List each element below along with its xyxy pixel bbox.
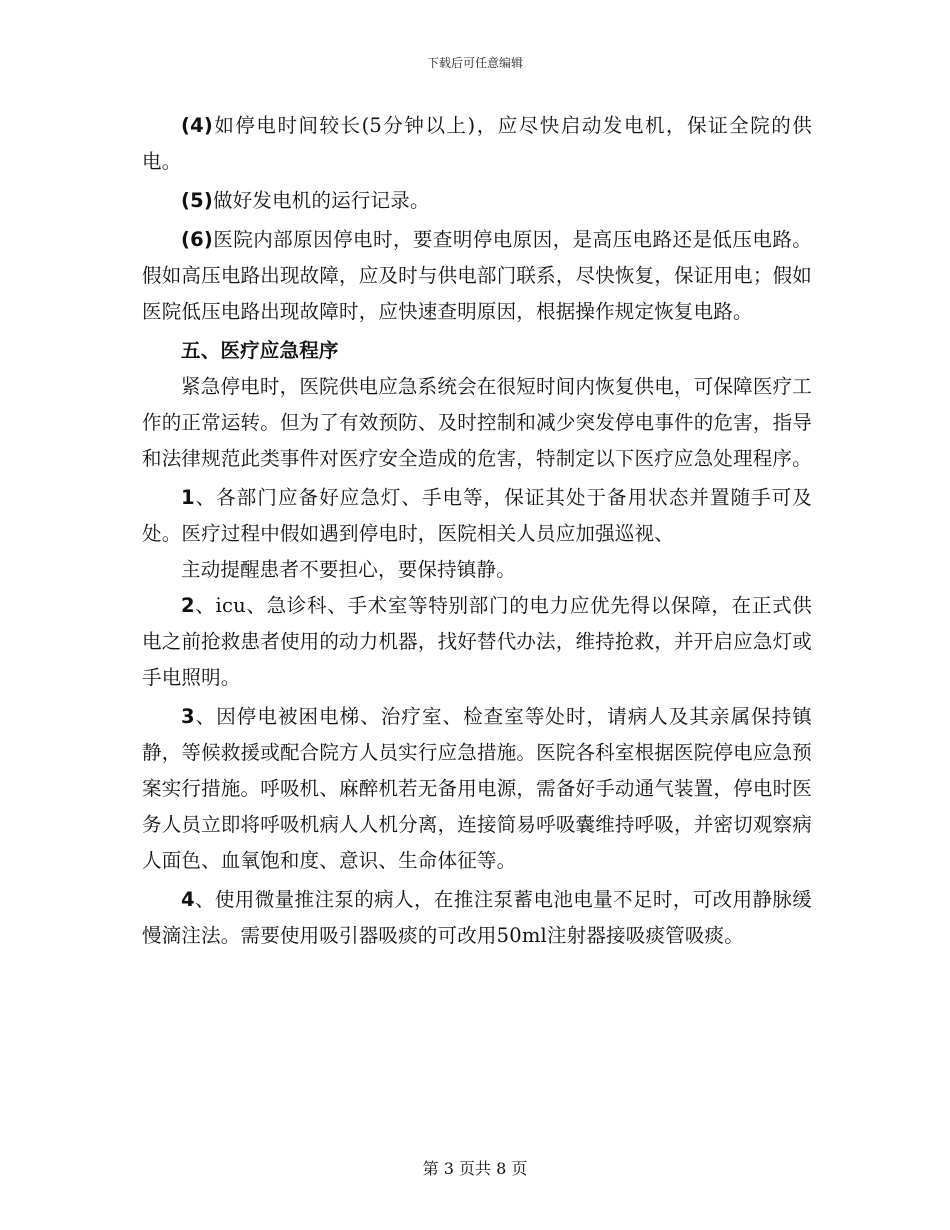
item-number: 2	[181, 594, 195, 617]
item-text: 、各部门应备好应急灯、手电等，保证其处于备用状态并置随手可及处。医疗过程中假如遇到停电时，医院相关人员应加强巡视、	[142, 486, 812, 545]
item-2	[142, 588, 812, 696]
item-1-continuation: 主动提醒患者不要担心，要保持镇静。	[181, 558, 516, 581]
item-number: (6)	[181, 228, 213, 251]
item-number: 3	[181, 705, 195, 728]
paragraph-text: 医院内部原因停电时，要查明停电原因，是高压电路还是低压电路。假如高压电路出现故障，应及时与供电部门联系，尽快恢复，保证用电；假如医院低压电路出现故障时，应快速查明原因，根据操作规定恢复电路。	[142, 228, 812, 323]
item-text: 、icu、急诊科、手术室等特别部门的电力应优先得以保障，在正式供电之前抢救患者使用的动力机器，找好替代办法，维持抢救，并开启应急灯或手电照明。	[142, 594, 812, 689]
item-number: (4)	[181, 114, 213, 137]
item-text: 、使用微量推注泵的病人，在推注泵蓄电池电量不足时，可改用静脉缓慢滴注法。需要使用吸引器吸痰的可改用50ml注射器接吸痰管吸痰。	[142, 888, 812, 947]
item-text: 、因停电被困电梯、治疗室、检查室等处时，请病人及其亲属保持镇静，等候救援或配合院方人员实行应急措施。医院各科室根据医院停电应急预案实行措施。呼吸机、麻醉机若无备用电源，需备好手动通气装置，停电时医务人员立即将呼吸机病人人机分离，连接简易呼吸囊维持呼吸，并密切观察病人面色、血氧饱和度、意识、生命体征等。	[142, 705, 812, 872]
item-number: (5)	[181, 189, 213, 212]
item-number: 4	[181, 888, 195, 911]
paragraph-4	[142, 108, 812, 180]
section-heading: 五、医疗应急程序	[181, 339, 339, 362]
paragraph-6	[142, 222, 812, 330]
document-body	[142, 108, 812, 954]
intro-paragraph: 紧急停电时，医院供电应急系统会在很短时间内恢复供电，可保障医疗工作的正常运转。但为了有效预防、及时控制和减少突发停电事件的危害，指导和法律规范此类事件对医疗安全造成的危害，特制定以下医疗应急处理程序。	[142, 375, 812, 470]
page-footer: 第 3 页共 8 页	[422, 1159, 528, 1178]
page-header: 下载后可任意编辑	[426, 56, 523, 70]
paragraph-text: 如停电时间较长(5分钟以上)，应尽快启动发电机，保证全院的供电。	[142, 114, 812, 173]
paragraph-5	[142, 183, 812, 219]
item-3	[142, 699, 812, 879]
item-number: 1	[181, 486, 195, 509]
paragraph-text: 做好发电机的运行记录。	[213, 189, 430, 212]
item-1	[142, 480, 812, 552]
item-4	[142, 882, 812, 954]
